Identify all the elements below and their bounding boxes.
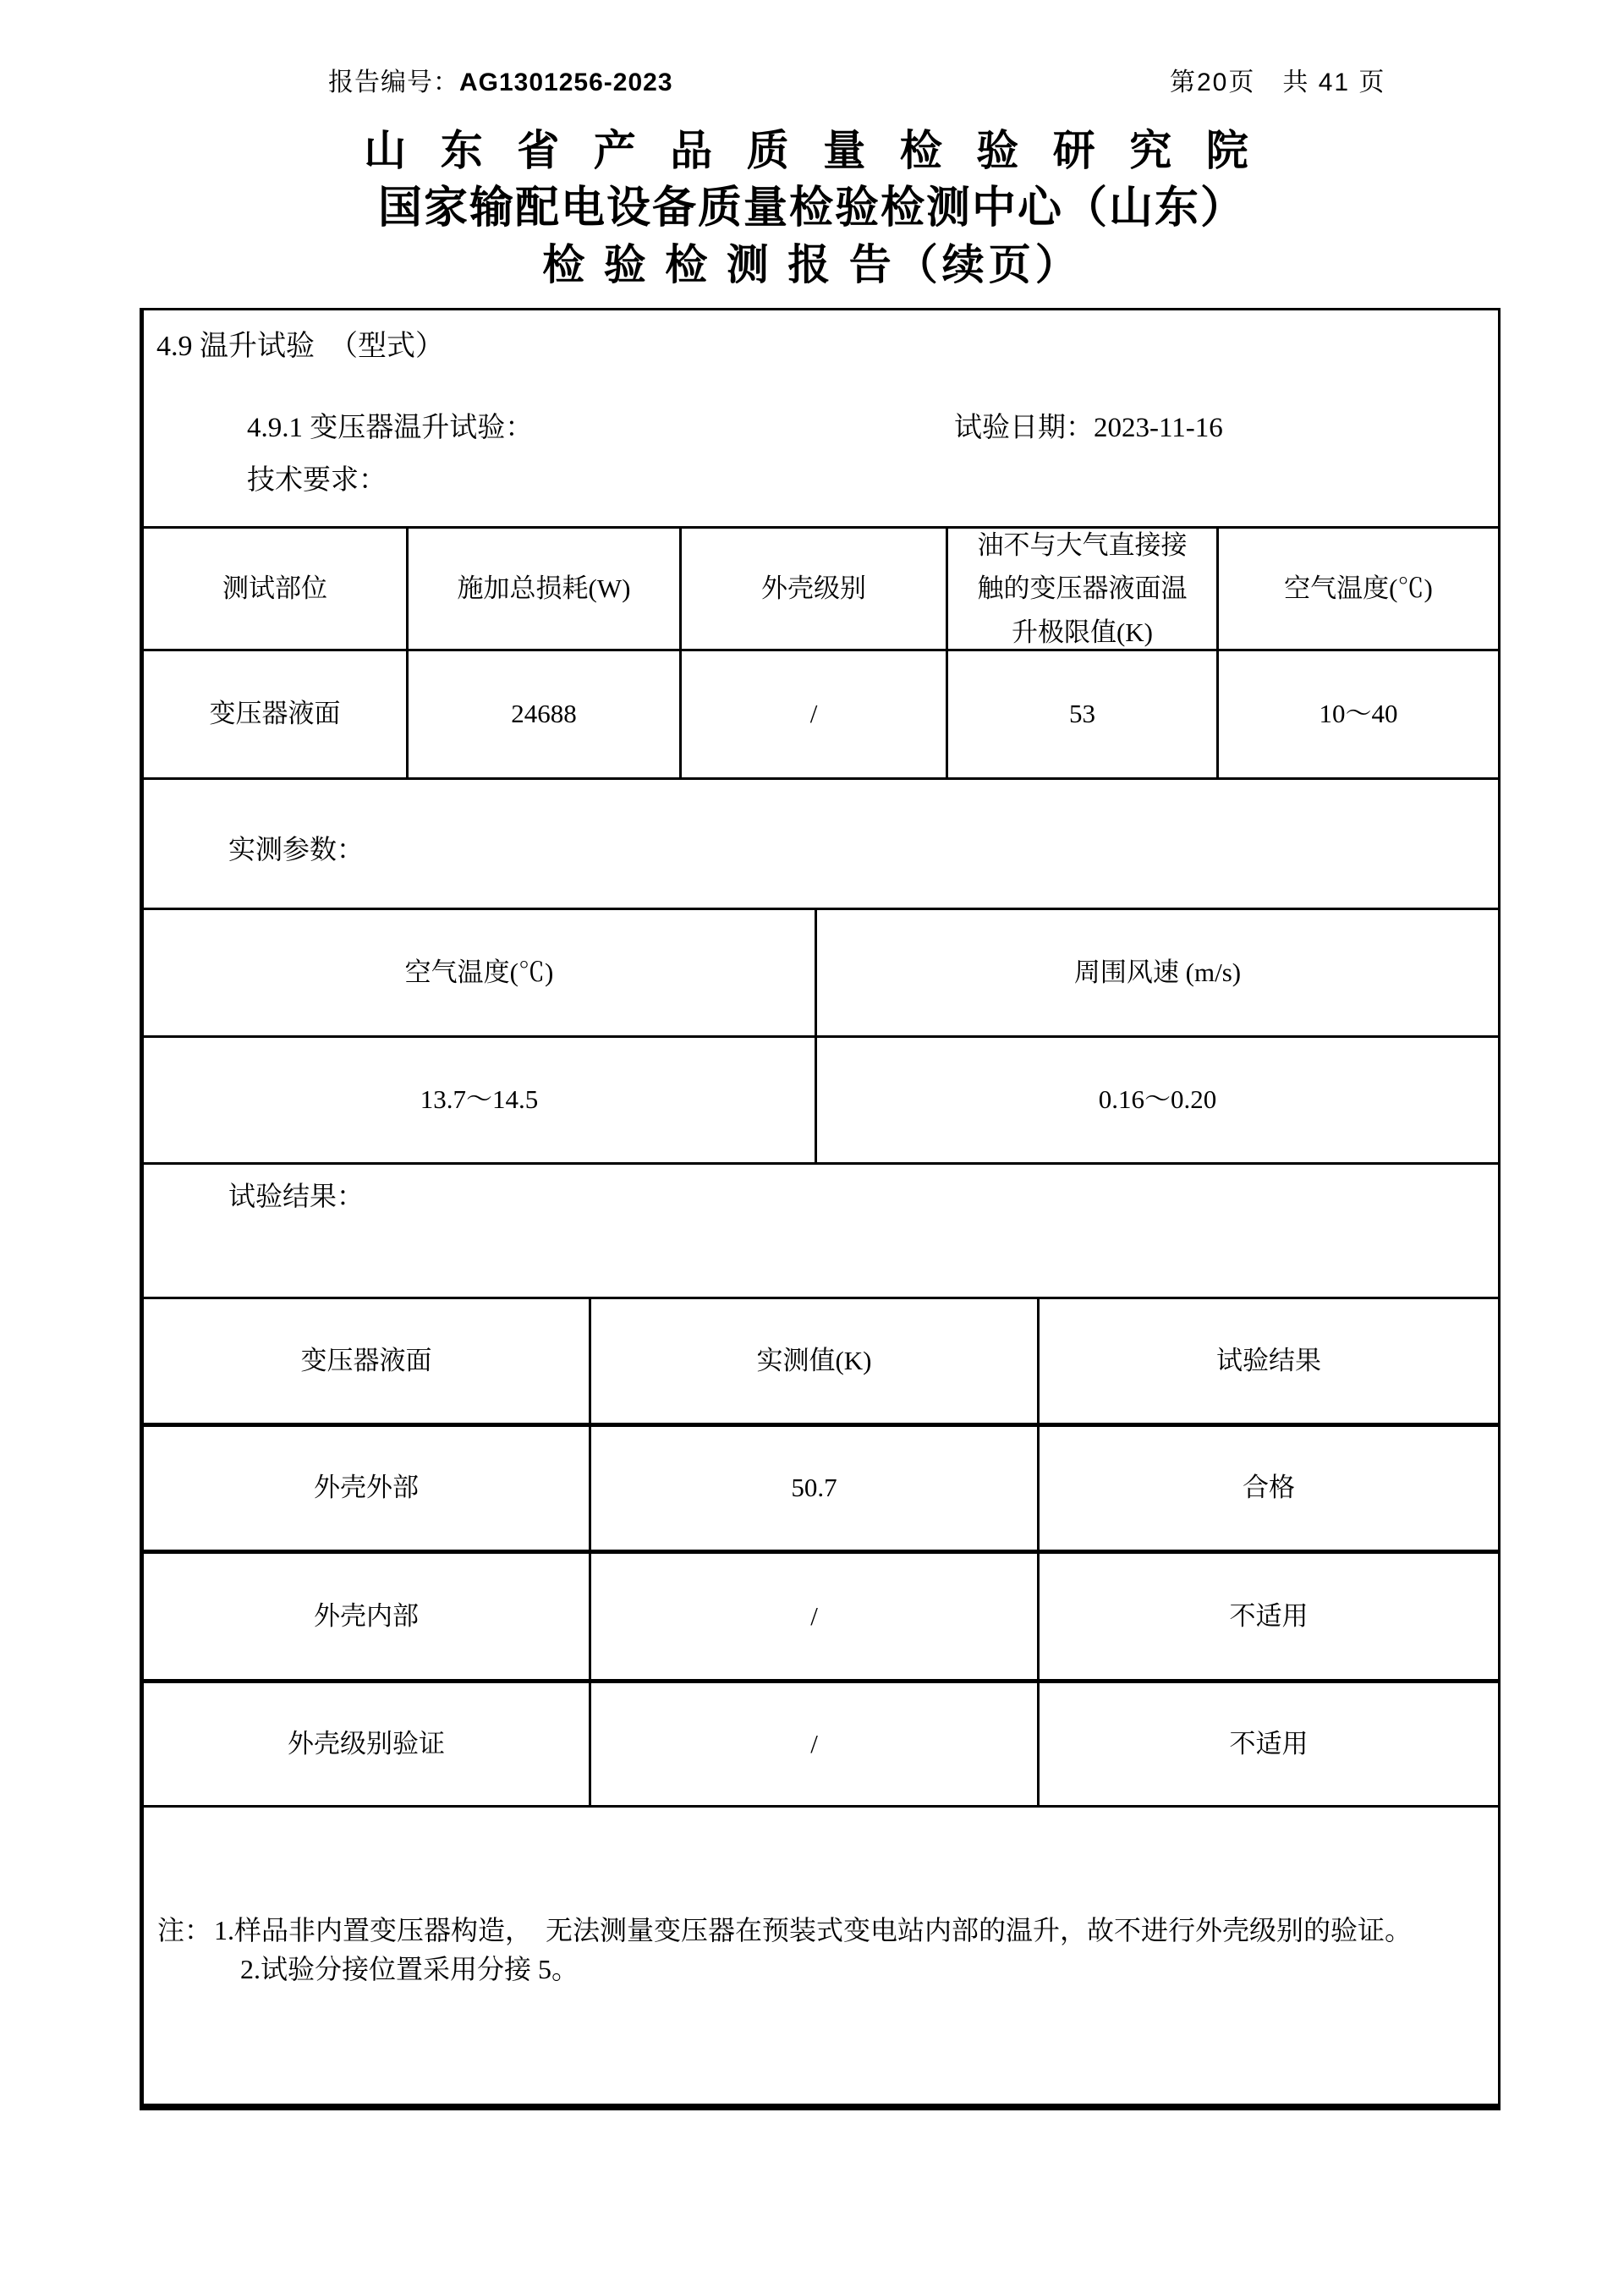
t1-data-cell: 53 xyxy=(948,651,1219,777)
requirements-table xyxy=(144,526,1498,780)
test-date-label: 试验日期： xyxy=(954,413,1094,443)
t1-data-cell: 10～40 xyxy=(1319,699,1398,729)
t3-header-cell: 变压器液面 xyxy=(144,1299,591,1427)
org-title-line1: 山 东 省 产 品 质 量 检 验 研 究 院 xyxy=(364,127,1260,174)
t2-data-cell: 0.16～0.20 xyxy=(1098,1084,1217,1115)
t1-header-cell: 测试部位 xyxy=(144,529,409,651)
t1-data-cell: / xyxy=(682,651,948,777)
t3-data-cell: 50.7 xyxy=(591,1427,1040,1554)
t3-data-cell: 合格 xyxy=(1040,1427,1498,1554)
t3-data-cell: / xyxy=(591,1554,1040,1683)
t3-data-cell: 外壳内部 xyxy=(144,1554,591,1683)
org-title-line2: 国家输配电设备质量检验检测中心（山东） xyxy=(377,184,1246,233)
test-date xyxy=(954,405,1223,445)
t1-header-cell: 油不与大气直接接触的变压器液面温升极限值(K) xyxy=(948,529,1219,651)
t1-header-cell: 空气温度(℃) xyxy=(1219,529,1498,651)
t2-header-cell: 周围风速 (m/s) xyxy=(817,910,1498,1038)
t3-data-cell: / xyxy=(591,1683,1040,1805)
t3-data-cell: 不适用 xyxy=(1229,1728,1309,1759)
t1-data-cell: 变压器液面 xyxy=(144,651,409,777)
note-line-2: 2.试验分接位置采用分接 5。 xyxy=(240,1954,579,1984)
section-heading: 4.9 温升试验 （型式） xyxy=(156,331,444,362)
t2-header-cell: 空气温度(℃) xyxy=(144,910,817,1038)
t3-data-cell: 外壳级别验证 xyxy=(144,1683,591,1805)
t3-header-cell: 实测值(K) xyxy=(591,1299,1040,1427)
note-line-1: 1.样品非内置变压器构造， 无法测量变压器在预装式变电站内部的温升，故不进行外壳级别的验证。 xyxy=(214,1915,1413,1945)
report-number-value: AG1301256-2023 xyxy=(459,69,673,96)
page-indicator: 第20页 共 41 页 xyxy=(1170,69,1386,96)
test-result-label: 试验结果： xyxy=(228,1181,365,1211)
t1-data-cell: 24688 xyxy=(409,651,682,777)
content-frame xyxy=(140,308,1501,2110)
results-table xyxy=(144,1297,1498,1808)
t1-header-cell: 施加总损耗(W) xyxy=(409,529,682,651)
test-date-value: 2023-11-16 xyxy=(1094,413,1223,443)
subsection-heading: 4.9.1 变压器温升试验： xyxy=(247,413,534,443)
measured-params-label: 实测参数： xyxy=(228,834,365,864)
report-number xyxy=(328,61,673,98)
t3-header-cell: 试验结果 xyxy=(1040,1299,1498,1427)
t3-data-cell: 不适用 xyxy=(1040,1554,1498,1683)
notes-label: 注： xyxy=(157,1915,212,1945)
t1-header-cell: 外壳级别 xyxy=(682,529,948,651)
tech-requirements-label: 技术要求： xyxy=(247,465,387,496)
report-title-line3: 检 验 检 测 报 告（续页） xyxy=(542,241,1082,288)
t3-data-cell: 外壳外部 xyxy=(144,1427,591,1554)
t2-data-cell: 13.7～14.5 xyxy=(144,1038,817,1162)
report-number-label: 报告编号： xyxy=(328,69,459,96)
measured-params-table xyxy=(144,908,1498,1165)
